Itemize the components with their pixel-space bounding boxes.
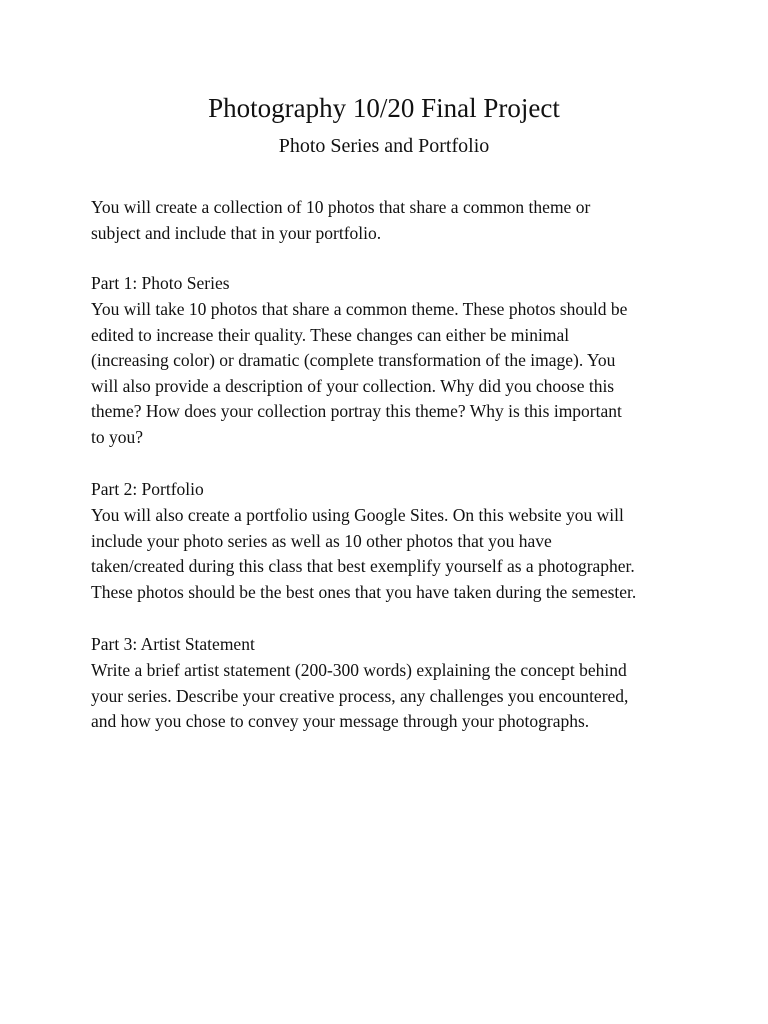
part-2-line: taken/created during this class that best exemplify yourself as a photographer. xyxy=(91,556,635,576)
part-2-line: include your photo series as well as 10 other photos that you have xyxy=(91,530,552,551)
part-1-paragraph xyxy=(91,297,691,450)
intro-line: subject and include that in your portfolio. xyxy=(91,222,382,243)
part-2-line: These photos should be the best ones that you have taken during the semester. xyxy=(91,581,637,602)
part-1-line: theme? How does your collection portray this theme? Why is this important xyxy=(91,401,622,421)
part-1-line: You will take 10 photos that share a common theme. These photos should be xyxy=(91,299,628,319)
intro-paragraph xyxy=(91,195,691,246)
part-3-paragraph xyxy=(91,658,691,735)
part-2-paragraph xyxy=(91,503,691,605)
page-subtitle: Photo Series and Portfolio xyxy=(278,135,490,157)
part-3-line: Write a brief artist statement (200-300 words) explaining the concept behind xyxy=(91,660,627,680)
part-3-line: and how you chose to convey your message through your photographs. xyxy=(91,711,590,731)
page-title: Photography 10/20 Final Project xyxy=(208,93,560,123)
part-2-heading: Part 2: Portfolio xyxy=(91,479,204,499)
part-1-line: edited to increase their quality. These changes can either be minimal xyxy=(91,324,570,345)
part-1-line: (increasing color) or dramatic (complete transformation of the image). You xyxy=(91,350,616,370)
part-2-line: You will also create a portfolio using Google Sites. On this website you will xyxy=(91,505,624,525)
part-1-heading: Part 1: Photo Series xyxy=(91,273,230,293)
part-3-heading: Part 3: Artist Statement xyxy=(91,634,255,654)
intro-line: You will create a collection of 10 photos that share a common theme or xyxy=(91,197,591,217)
part-3-line: your series. Describe your creative process, any challenges you encountered, xyxy=(91,685,629,706)
part-1-line: to you? xyxy=(91,426,144,447)
part-1-line: will also provide a description of your collection. Why did you choose this xyxy=(91,375,615,396)
